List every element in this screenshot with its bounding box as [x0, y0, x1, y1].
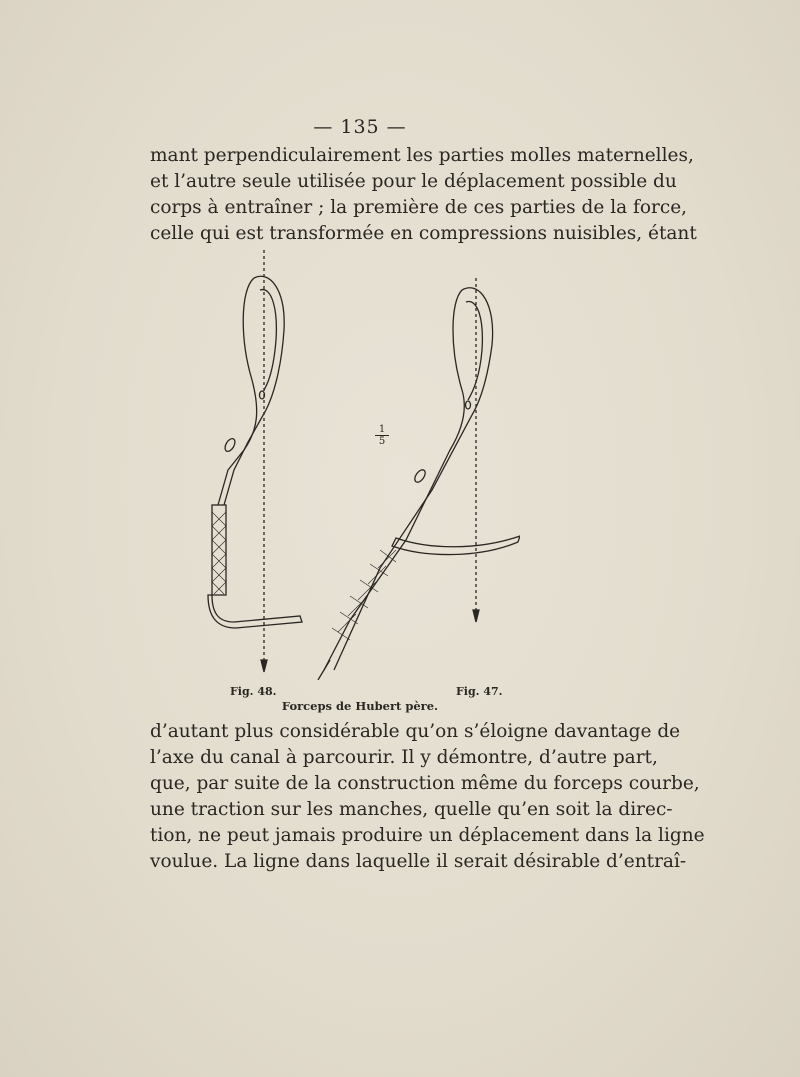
- forceps-drawing: [200, 250, 520, 680]
- screw-48: [223, 437, 237, 453]
- tip-47: [318, 660, 330, 680]
- fig47-label: Fig. 47.: [456, 685, 503, 698]
- rivet-47: [466, 401, 471, 409]
- text-line: l’axe du canal à parcourir. Il y démontre, d’autre part,: [150, 747, 658, 768]
- text-line: mant perpendiculairement les parties molles maternelles,: [150, 145, 694, 166]
- fig48-label: Fig. 48.: [230, 685, 277, 698]
- arrow-47: [473, 610, 479, 622]
- hook-48: [208, 595, 302, 628]
- blade-outer-47: [324, 290, 464, 670]
- forceps-illustration: [200, 250, 520, 680]
- blade-inner-48: [260, 290, 276, 390]
- screw-47: [413, 468, 428, 484]
- page-number: — 135 —: [313, 116, 407, 138]
- text-line: tion, ne peut jamais produire un déplacement dans la ligne: [150, 825, 705, 846]
- blade-inner-47: [466, 302, 482, 400]
- scale-numerator: 1: [375, 424, 389, 436]
- blade-outer-48: [218, 278, 257, 505]
- scale-denominator: 5: [378, 436, 386, 447]
- blade-loop-48: [254, 276, 284, 410]
- top-paragraph: [150, 143, 697, 247]
- arrow-48: [261, 660, 267, 672]
- hook-47: [392, 536, 520, 555]
- bottom-paragraph: [150, 719, 705, 875]
- text-line: que, par suite de la construction même du forceps courbe,: [150, 773, 700, 794]
- text-line: celle qui est transformée en compressions nuisibles, étant: [150, 223, 697, 244]
- shank-48: [224, 410, 266, 505]
- blade-loop-47: [334, 288, 493, 670]
- text-line: corps à entraîner ; la première de ces parties de la force,: [150, 197, 688, 218]
- figure-caption: Forceps de Hubert père.: [281, 699, 439, 713]
- text-line: et l’autre seule utilisée pour le déplacement possible du: [150, 171, 677, 192]
- text-line: une traction sur les manches, quelle qu’en soit la direc-: [150, 799, 673, 820]
- handle-48: [212, 505, 226, 595]
- text-line: d’autant plus considérable qu’on s’éloigne davantage de: [150, 721, 681, 742]
- scale-fraction: [375, 424, 389, 447]
- text-line: voulue. La ligne dans laquelle il serait désirable d’entraî-: [150, 851, 687, 872]
